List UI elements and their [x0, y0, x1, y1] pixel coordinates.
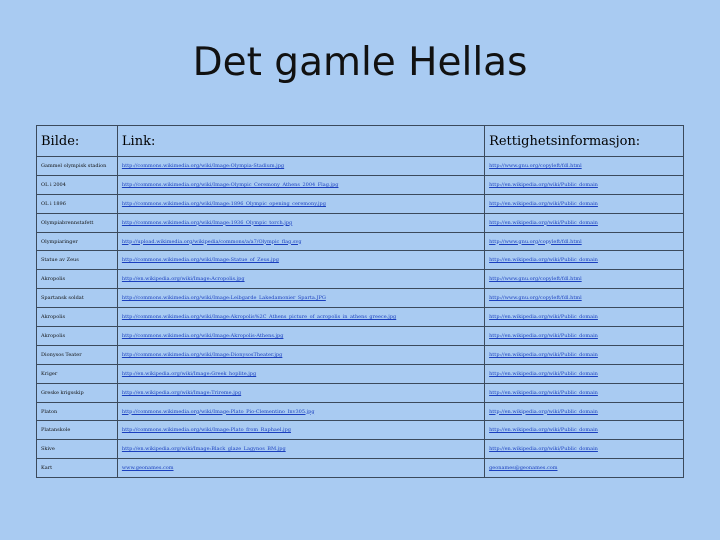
image-name-cell: Statue av Zeus: [37, 251, 118, 270]
image-name-cell: OL i 2004: [37, 175, 118, 194]
rights-link[interactable]: geonames@geonames.com: [485, 459, 684, 478]
image-link[interactable]: http://commons.wikimedia.org/wiki/Image:1896_Olympic_opening_ceremony.jpg: [117, 194, 484, 213]
rights-link[interactable]: http://en.wikipedia.org/wiki/Public_domain: [485, 345, 684, 364]
table-row: [37, 251, 684, 270]
table-row: [37, 194, 684, 213]
image-name-cell: Akropolis: [37, 270, 118, 289]
table-row: [37, 232, 684, 251]
table-row: [37, 364, 684, 383]
rights-link[interactable]: http://www.gnu.org/copyleft/fdl.html: [485, 289, 684, 308]
table-row: [37, 157, 684, 176]
slide-title: Det gamle Hellas: [192, 40, 528, 85]
image-name-cell: Kriger: [37, 364, 118, 383]
image-link[interactable]: http://commons.wikimedia.org/wiki/Image:Plato_from_Raphael.jpg: [117, 421, 484, 440]
table-row: [37, 327, 684, 346]
image-link[interactable]: www.geonames.com: [117, 459, 484, 478]
rights-link[interactable]: http://en.wikipedia.org/wiki/Public_domain: [485, 421, 684, 440]
image-link[interactable]: http://commons.wikimedia.org/wiki/Image:Plato_Pio-Clementino_Inv305.jpg: [117, 402, 484, 421]
rights-link[interactable]: http://en.wikipedia.org/wiki/Public_domain: [485, 251, 684, 270]
rights-link[interactable]: http://en.wikipedia.org/wiki/Public_domain: [485, 440, 684, 459]
rights-link[interactable]: http://www.gnu.org/copyleft/fdl.html: [485, 157, 684, 176]
image-name-cell: Greske krigsskip: [37, 383, 118, 402]
rights-link[interactable]: http://www.gnu.org/copyleft/fdl.html: [485, 232, 684, 251]
image-link[interactable]: http://commons.wikimedia.org/wiki/Image:Statue_of_Zeus.jpg: [117, 251, 484, 270]
rights-link[interactable]: http://en.wikipedia.org/wiki/Public_domain: [485, 175, 684, 194]
image-link[interactable]: http://en.wikipedia.org/wiki/Image:Black_glaze_Lagynos_BM.jpg: [117, 440, 484, 459]
image-link[interactable]: http://commons.wikimedia.org/wiki/Image:1936_Olympic_torch.jpg: [117, 213, 484, 232]
image-name-cell: Gammel olympisk stadion: [37, 157, 118, 176]
table-row: [37, 459, 684, 478]
image-name-cell: Skive: [37, 440, 118, 459]
image-link[interactable]: http://en.wikipedia.org/wiki/Image:Trireme.jpg: [117, 383, 484, 402]
image-link[interactable]: http://commons.wikimedia.org/wiki/Image:Akropolis%2C_Athens_picture_of_acropolis_in_athens_greece.jpg: [117, 308, 484, 327]
rights-link[interactable]: http://en.wikipedia.org/wiki/Public_domain: [485, 383, 684, 402]
header-row: [37, 126, 684, 157]
table-row: [37, 213, 684, 232]
header-rights: Rettighetsinformasjon:: [485, 126, 684, 157]
table-row: [37, 345, 684, 364]
image-name-cell: Platon: [37, 402, 118, 421]
image-link[interactable]: http://commons.wikimedia.org/wiki/Image:Leibgarde_Lakedamonier_Sparta.JPG: [117, 289, 484, 308]
image-name-cell: Olympiaringer: [37, 232, 118, 251]
table-row: [37, 270, 684, 289]
table-row: [37, 289, 684, 308]
image-name-cell: Olympiabrennstafett: [37, 213, 118, 232]
image-link[interactable]: http://commons.wikimedia.org/wiki/Image:Olympic_Ceremony_Athens_2004_Flag.jpg: [117, 175, 484, 194]
image-link[interactable]: http://commons.wikimedia.org/wiki/Image:DionysosTheater.jpg: [117, 345, 484, 364]
image-link[interactable]: http://commons.wikimedia.org/wiki/Image:Akropolis-Athens.jpg: [117, 327, 484, 346]
image-name-cell: Dionysos Teater: [37, 345, 118, 364]
image-link[interactable]: http://en.wikipedia.org/wiki/Image:Acropolis.jpg: [117, 270, 484, 289]
credits-table: [36, 125, 684, 478]
image-link[interactable]: http://upload.wikimedia.org/wikipedia/commons/a/a7/Olympic_flag.svg: [117, 232, 484, 251]
rights-link[interactable]: http://www.gnu.org/copyleft/fdl.html: [485, 270, 684, 289]
table-row: [37, 175, 684, 194]
table-row: [37, 402, 684, 421]
rights-link[interactable]: http://en.wikipedia.org/wiki/Public_domain: [485, 327, 684, 346]
rights-link[interactable]: http://en.wikipedia.org/wiki/Public_domain: [485, 194, 684, 213]
table-row: [37, 440, 684, 459]
rights-link[interactable]: http://en.wikipedia.org/wiki/Public_domain: [485, 308, 684, 327]
table-row: [37, 421, 684, 440]
image-name-cell: Kart: [37, 459, 118, 478]
image-name-cell: OL i 1896: [37, 194, 118, 213]
rights-link[interactable]: http://en.wikipedia.org/wiki/Public_domain: [485, 213, 684, 232]
image-link[interactable]: http://en.wikipedia.org/wiki/Image:Greek_hoplite.jpg: [117, 364, 484, 383]
header-link: Link:: [117, 126, 484, 157]
table-row: [37, 308, 684, 327]
image-name-cell: Akropolis: [37, 308, 118, 327]
rights-link[interactable]: http://en.wikipedia.org/wiki/Public_domain: [485, 364, 684, 383]
image-link[interactable]: http://commons.wikimedia.org/wiki/Image:Olympia-Stadium.jpg: [117, 157, 484, 176]
image-name-cell: Spartansk soldat: [37, 289, 118, 308]
table-row: [37, 383, 684, 402]
header-image: Bilde:: [37, 126, 118, 157]
rights-link[interactable]: http://en.wikipedia.org/wiki/Public_domain: [485, 402, 684, 421]
image-name-cell: Akropolis: [37, 327, 118, 346]
image-name-cell: Platanskole: [37, 421, 118, 440]
